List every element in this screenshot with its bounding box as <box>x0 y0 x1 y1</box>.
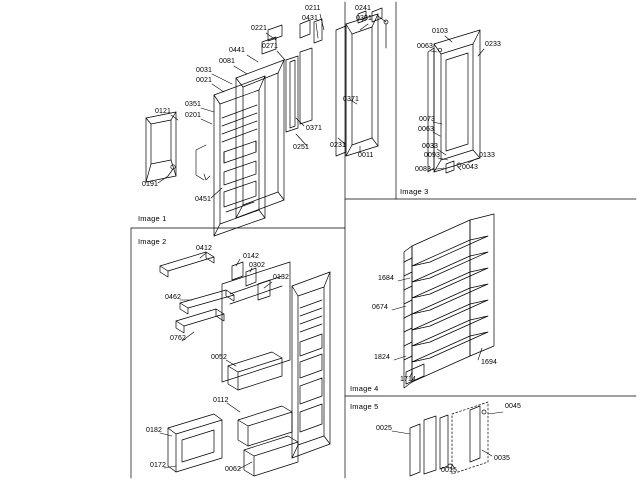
callout-0121: 0121 <box>155 108 171 115</box>
callout-0674: 0674 <box>372 304 388 311</box>
frame-label-image4: Image 4 <box>350 384 379 393</box>
callout-0073: 0073 <box>419 116 435 123</box>
callout-0431: 0431 <box>302 15 318 22</box>
callout-0371-lower: 0371 <box>306 125 322 132</box>
callout-0172: 0172 <box>150 462 166 469</box>
callout-0251: 0251 <box>293 144 309 151</box>
callout-0412: 0412 <box>196 245 212 252</box>
callout-0231: 0231 <box>330 142 346 149</box>
callout-1684: 1684 <box>378 275 394 282</box>
callout-0221: 0221 <box>251 25 267 32</box>
callout-0011: 0011 <box>358 152 374 159</box>
callout-0103: 0103 <box>432 28 448 35</box>
callout-0302: 0302 <box>249 262 265 269</box>
callout-0241: 0241 <box>355 5 371 12</box>
callout-0462: 0462 <box>165 294 181 301</box>
callout-1824: 1824 <box>374 354 390 361</box>
callout-0112: 0112 <box>213 397 229 404</box>
callout-0063-upper: 0063 <box>417 43 433 50</box>
callout-0233: 0233 <box>485 41 501 48</box>
frame-label-image2: Image 2 <box>138 237 167 246</box>
callout-0083: 0083 <box>415 166 431 173</box>
callout-0035: 0035 <box>494 455 510 462</box>
frame-label-image3: Image 3 <box>400 187 429 196</box>
callout-0182: 0182 <box>146 427 162 434</box>
callout-0191: 0191 <box>142 181 158 188</box>
callout-0271: 0271 <box>262 43 278 50</box>
callout-0142: 0142 <box>243 253 259 260</box>
callout-0133: 0133 <box>479 152 495 159</box>
callout-0025: 0025 <box>376 425 392 432</box>
image2-artwork <box>160 252 330 476</box>
frame-label-image5: Image 5 <box>350 402 379 411</box>
callout-0033: 0033 <box>422 143 438 150</box>
callout-0021: 0021 <box>196 77 212 84</box>
callout-0062: 0062 <box>225 466 241 473</box>
frame-label-image1: Image 1 <box>138 214 167 223</box>
callout-0351: 0351 <box>185 101 201 108</box>
image4-artwork <box>392 214 494 388</box>
callout-0015: 0015 <box>441 467 457 474</box>
callout-0052: 0052 <box>211 354 227 361</box>
image5-artwork <box>392 402 503 476</box>
callout-0093: 0093 <box>424 152 440 159</box>
callout-0132: 0132 <box>273 274 289 281</box>
callout-1714: 1714 <box>400 376 416 383</box>
callout-0371-upper: 0371 <box>343 96 359 103</box>
callout-0031: 0031 <box>196 67 212 74</box>
callout-0441: 0441 <box>229 47 245 54</box>
callout-0762: 0762 <box>170 335 186 342</box>
callout-0081: 0081 <box>219 58 235 65</box>
callout-0063-lower: 0063 <box>418 126 434 133</box>
callout-0045: 0045 <box>505 403 521 410</box>
callout-0201: 0201 <box>185 112 201 119</box>
callout-0451: 0451 <box>195 196 211 203</box>
callout-0331: 0331 <box>356 15 372 22</box>
callout-0043: 0043 <box>462 164 478 171</box>
callout-1694: 1694 <box>481 359 497 366</box>
callout-0211: 0211 <box>305 5 321 12</box>
